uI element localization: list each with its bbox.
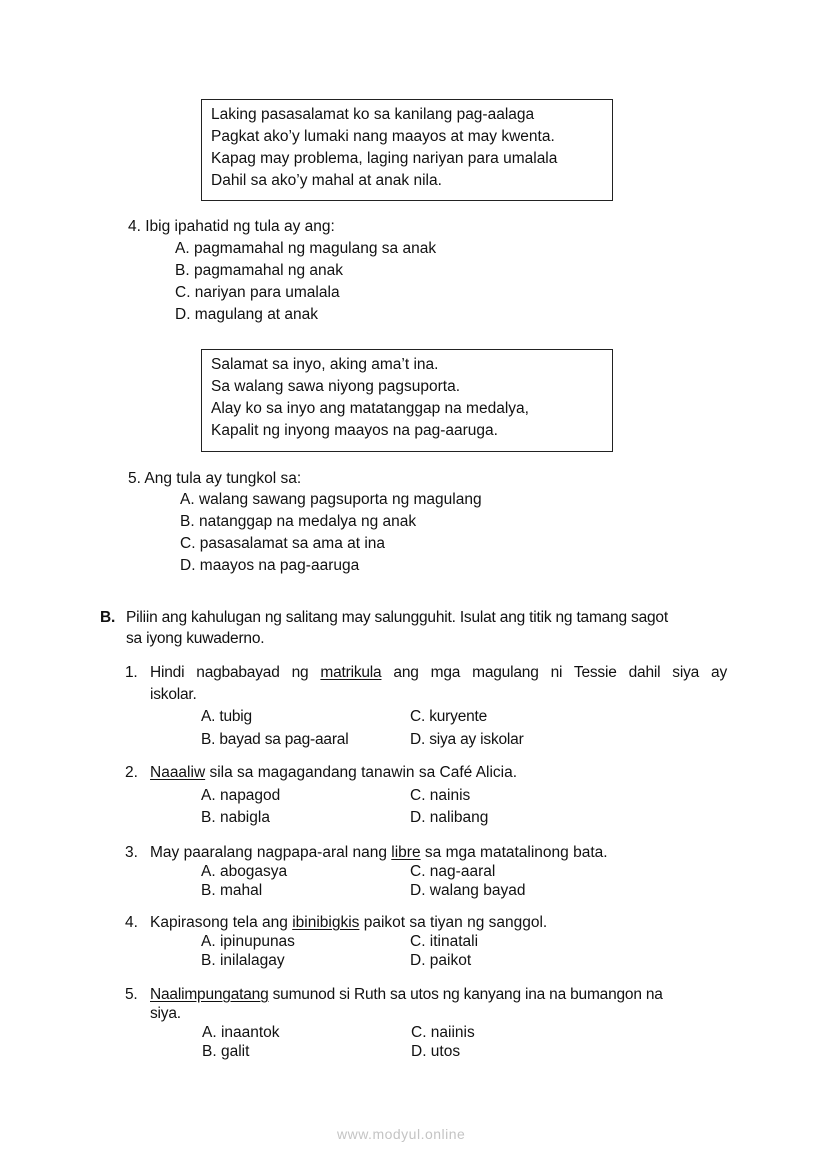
watermark: www.modyul.online (337, 1126, 466, 1142)
choice-5d: D. maayos na pag-aaruga (180, 557, 360, 574)
item-3-number: 3. (125, 844, 138, 861)
item-4-text: Kapirasong tela ang ibinibigkis paikot sa tiyan ng sanggol. (150, 914, 548, 931)
choice-b2c: C. nainis (410, 787, 471, 804)
poem-box-2 (201, 349, 613, 452)
item-3-text: May paaralang nagpapa-aral nang libre sa mga matatalinong bata. (150, 844, 608, 861)
section-b-instruction-1: Piliin ang kahulugan ng salitang may salungguhit. Isulat ang titik ng tamang sagot (126, 609, 668, 626)
poem-line: Kapag may problema, laging nariyan para umalala (211, 150, 558, 167)
underlined-word: matrikula (320, 664, 382, 681)
poem-line: Alay ko sa inyo ang matatanggap na medalya, (211, 400, 529, 417)
choice-b4d: D. paikot (410, 952, 472, 969)
underlined-word: Naalimpungatang (150, 986, 269, 1003)
choice-b5d: D. utos (411, 1043, 461, 1060)
choice-b1d: D. siya ay iskolar (410, 731, 524, 748)
choice-4c: C. nariyan para umalala (175, 284, 340, 301)
poem-line: Salamat sa inyo, aking ama’t ina. (211, 356, 439, 373)
poem-line: Pagkat ako’y lumaki nang maayos at may kwenta. (211, 128, 555, 145)
question-4: 4. Ibig ipahatid ng tula ay ang: (128, 218, 335, 235)
item-5-text-line2: siya. (150, 1005, 181, 1022)
item-1-text-line2: iskolar. (150, 686, 197, 703)
poem-line: Kapalit ng inyong maayos na pag-aaruga. (211, 422, 498, 439)
choice-b5b: B. galit (202, 1043, 250, 1060)
poem-line: Sa walang sawa niyong pagsuporta. (211, 378, 461, 395)
item-1-number: 1. (125, 664, 138, 681)
choice-b2d: D. nalibang (410, 809, 489, 826)
choice-b5c: C. naiinis (411, 1024, 475, 1041)
choice-4b: B. pagmamahal ng anak (175, 262, 344, 279)
item-4-number: 4. (125, 914, 138, 931)
choice-b3b: B. mahal (201, 882, 263, 899)
section-b-letter: B. (100, 609, 116, 626)
underlined-word: ibinibigkis (292, 914, 360, 931)
choice-b5a: A. inaantok (202, 1024, 280, 1041)
poem-box-1 (201, 99, 613, 201)
choice-b4c: C. itinatali (410, 933, 479, 950)
poem-line: Dahil sa ako’y mahal at anak nila. (211, 172, 442, 189)
choice-5a: A. walang sawang pagsuporta ng magulang (180, 491, 482, 508)
choice-b3d: D. walang bayad (410, 882, 526, 899)
item-1-text: Hindi nagbabayad ng matrikula ang mga magulang ni Tessie dahil siya ay (150, 664, 727, 681)
choice-b1a: A. tubig (201, 708, 252, 725)
item-5-text: Naalimpungatang sumunod si Ruth sa utos ng kanyang ina na bumangon na (150, 986, 663, 1003)
underlined-word: libre (391, 844, 421, 861)
item-5-number: 5. (125, 986, 138, 1003)
choice-4d: D. magulang at anak (175, 306, 319, 323)
choice-b4a: A. ipinupunas (201, 933, 295, 950)
question-5: 5. Ang tula ay tungkol sa: (128, 470, 302, 487)
choice-b4b: B. inilalagay (201, 952, 285, 969)
choice-5b: B. natanggap na medalya ng anak (180, 513, 417, 530)
choice-b3a: A. abogasya (201, 863, 288, 880)
item-2-number: 2. (125, 764, 138, 781)
choice-b2a: A. napagod (201, 787, 281, 804)
choice-b1c: C. kuryente (410, 708, 488, 725)
choice-b3c: C. nag-aaral (410, 863, 496, 880)
section-b-instruction-2: sa iyong kuwaderno. (126, 630, 265, 647)
underlined-word: Naaaliw (150, 764, 206, 781)
item-2-text: Naaaliw sila sa magagandang tanawin sa Café Alicia. (150, 764, 518, 781)
choice-4a: A. pagmamahal ng magulang sa anak (175, 240, 437, 257)
poem-line: Laking pasasalamat ko sa kanilang pag-aalaga (211, 106, 535, 123)
choice-b1b: B. bayad sa pag-aaral (201, 731, 349, 748)
choice-b2b: B. nabigla (201, 809, 270, 826)
choice-5c: C. pasasalamat sa ama at ina (180, 535, 386, 552)
